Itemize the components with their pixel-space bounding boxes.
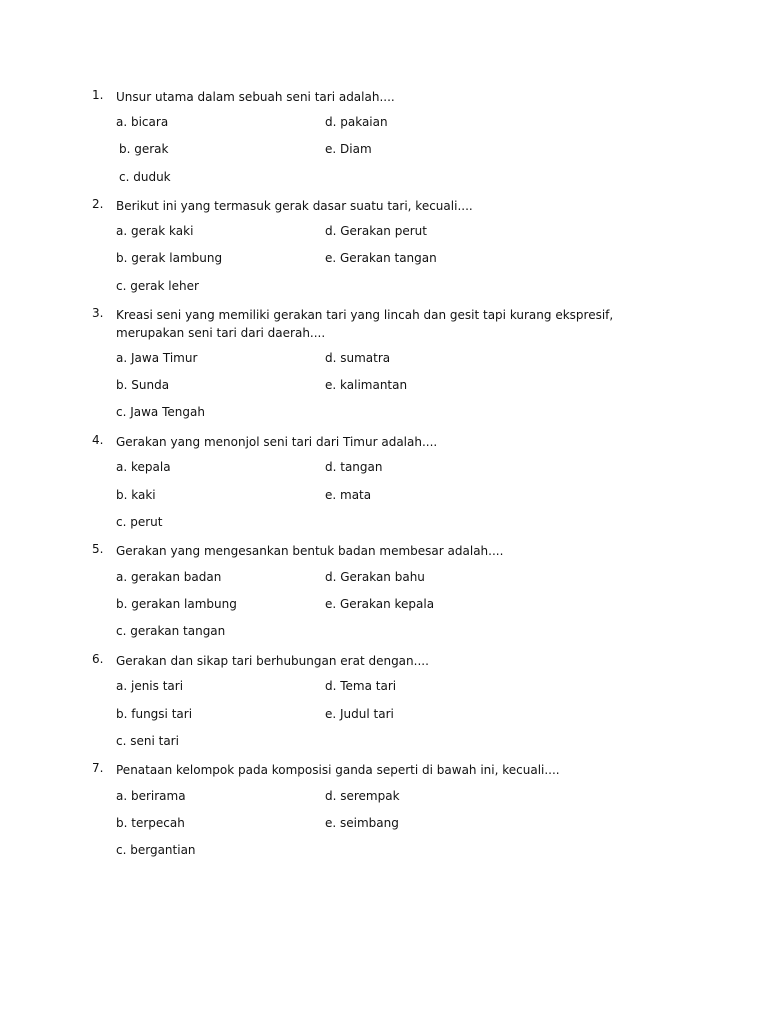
question-number: 2. — [92, 197, 104, 211]
option-a: a. bicara — [116, 115, 169, 129]
question-number: 4. — [92, 433, 104, 447]
option-b: b. Sunda — [116, 378, 170, 392]
option-c: c. duduk — [119, 170, 171, 184]
question-text: Berikut ini yang termasuk gerak dasar suatu tari, kecuali.... — [116, 199, 473, 213]
option-d: d. Gerakan bahu — [325, 570, 425, 584]
option-e: e. kalimantan — [325, 378, 408, 392]
question-number: 6. — [92, 652, 104, 666]
option-a: a. gerakan badan — [116, 570, 222, 584]
option-a: a. jenis tari — [116, 679, 184, 693]
question-text: Unsur utama dalam sebuah seni tari adalah.... — [116, 90, 395, 104]
question-number: 1. — [92, 88, 104, 102]
option-c: c. seni tari — [116, 734, 179, 748]
option-d: d. Tema tari — [325, 679, 397, 693]
option-a: a. berirama — [116, 789, 186, 803]
option-d: d. pakaian — [325, 115, 388, 129]
option-e: e. Judul tari — [325, 707, 394, 721]
option-d: d. tangan — [325, 460, 383, 474]
option-b: b. gerak lambung — [116, 251, 223, 265]
option-e: e. Diam — [325, 142, 372, 156]
option-d: d. sumatra — [325, 351, 391, 365]
option-e: e. mata — [325, 488, 372, 502]
question-number: 7. — [92, 761, 104, 775]
option-b: b. fungsi tari — [116, 707, 193, 721]
option-c: c. perut — [116, 515, 163, 529]
option-c: c. gerak leher — [116, 279, 199, 293]
option-e: e. seimbang — [325, 816, 399, 830]
option-a: a. gerak kaki — [116, 224, 194, 238]
option-b: b. kaki — [116, 488, 156, 502]
question-text: Penataan kelompok pada komposisi ganda seperti di bawah ini, kecuali.... — [116, 763, 560, 777]
question-number: 3. — [92, 306, 104, 320]
option-b: b. gerakan lambung — [116, 597, 237, 611]
option-d: d. serempak — [325, 789, 400, 803]
option-c: c. bergantian — [116, 843, 196, 857]
option-c: c. Jawa Tengah — [116, 405, 205, 419]
option-b: b. terpecah — [116, 816, 185, 830]
option-e: e. Gerakan kepala — [325, 597, 435, 611]
option-d: d. Gerakan perut — [325, 224, 427, 238]
question-text: Kreasi seni yang memiliki gerakan tari yang lincah dan gesit tapi kurang ekspresif, merupakan seni tari dari daerah.... — [116, 308, 614, 340]
option-a: a. Jawa Timur — [116, 351, 198, 365]
option-b: b. gerak — [119, 142, 169, 156]
question-text: Gerakan yang menonjol seni tari dari Timur adalah.... — [116, 435, 438, 449]
question-text: Gerakan yang mengesankan bentuk badan membesar adalah.... — [116, 544, 504, 558]
option-e: e. Gerakan tangan — [325, 251, 437, 265]
option-c: c. gerakan tangan — [116, 624, 226, 638]
option-a: a. kepala — [116, 460, 171, 474]
question-number: 5. — [92, 542, 104, 556]
question-text: Gerakan dan sikap tari berhubungan erat dengan.... — [116, 654, 429, 668]
